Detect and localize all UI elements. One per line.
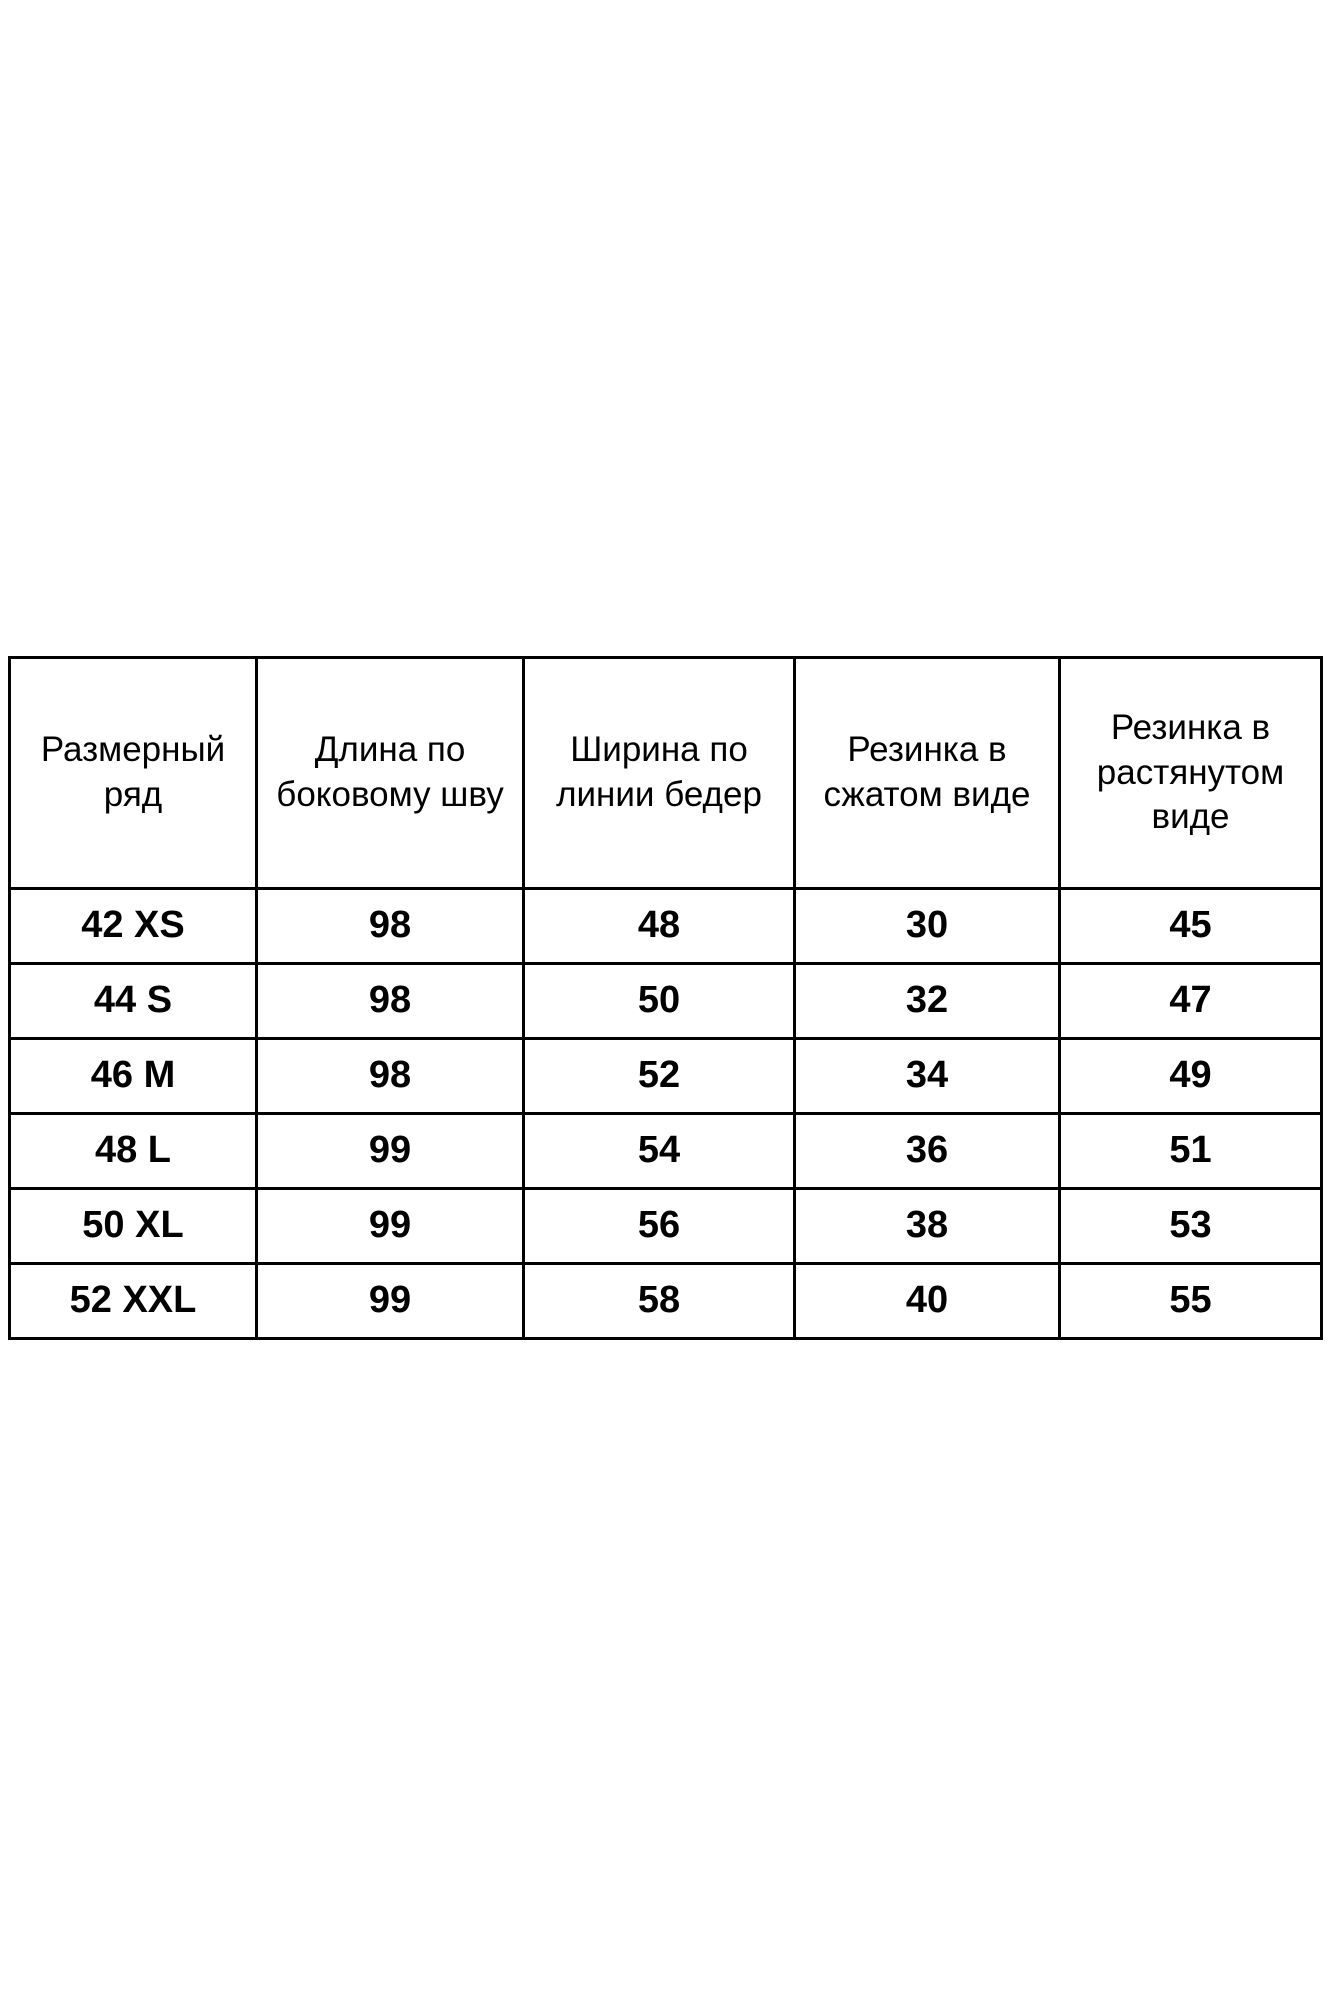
cell-elastic-compressed: 38 — [795, 1189, 1060, 1264]
cell-elastic-compressed: 30 — [795, 889, 1060, 964]
cell-elastic-compressed: 40 — [795, 1264, 1060, 1339]
cell-hip-width: 52 — [524, 1039, 795, 1114]
cell-size: 44 S — [10, 964, 257, 1039]
cell-size: 46 M — [10, 1039, 257, 1114]
table-row — [10, 1264, 1322, 1339]
cell-elastic-stretched: 53 — [1060, 1189, 1322, 1264]
cell-size: 50 XL — [10, 1189, 257, 1264]
cell-side-seam-length: 99 — [257, 1189, 524, 1264]
table-body — [10, 889, 1322, 1339]
table-row — [10, 889, 1322, 964]
table-row — [10, 1039, 1322, 1114]
table-header — [10, 658, 1322, 889]
column-header-side-seam-length: Длина по боковому шву — [257, 658, 524, 889]
cell-side-seam-length: 99 — [257, 1264, 524, 1339]
column-header-size: Размерный ряд — [10, 658, 257, 889]
cell-elastic-stretched: 51 — [1060, 1114, 1322, 1189]
cell-hip-width: 56 — [524, 1189, 795, 1264]
table-header-row — [10, 658, 1322, 889]
cell-hip-width: 54 — [524, 1114, 795, 1189]
cell-size: 48 L — [10, 1114, 257, 1189]
table-row — [10, 1189, 1322, 1264]
column-header-elastic-stretched: Резинка в растянутом виде — [1060, 658, 1322, 889]
cell-elastic-stretched: 45 — [1060, 889, 1322, 964]
cell-elastic-compressed: 34 — [795, 1039, 1060, 1114]
table-row — [10, 964, 1322, 1039]
cell-side-seam-length: 99 — [257, 1114, 524, 1189]
cell-elastic-stretched: 47 — [1060, 964, 1322, 1039]
cell-hip-width: 48 — [524, 889, 795, 964]
cell-size: 42 XS — [10, 889, 257, 964]
cell-elastic-compressed: 32 — [795, 964, 1060, 1039]
size-chart-table-container — [8, 656, 1320, 1340]
cell-elastic-stretched: 49 — [1060, 1039, 1322, 1114]
cell-side-seam-length: 98 — [257, 1039, 524, 1114]
cell-size: 52 XXL — [10, 1264, 257, 1339]
table-row — [10, 1114, 1322, 1189]
cell-hip-width: 50 — [524, 964, 795, 1039]
size-chart-table — [8, 656, 1323, 1340]
cell-side-seam-length: 98 — [257, 889, 524, 964]
cell-hip-width: 58 — [524, 1264, 795, 1339]
cell-side-seam-length: 98 — [257, 964, 524, 1039]
column-header-elastic-compressed: Резинка в сжатом виде — [795, 658, 1060, 889]
column-header-hip-width: Ширина по линии бедер — [524, 658, 795, 889]
cell-elastic-stretched: 55 — [1060, 1264, 1322, 1339]
cell-elastic-compressed: 36 — [795, 1114, 1060, 1189]
